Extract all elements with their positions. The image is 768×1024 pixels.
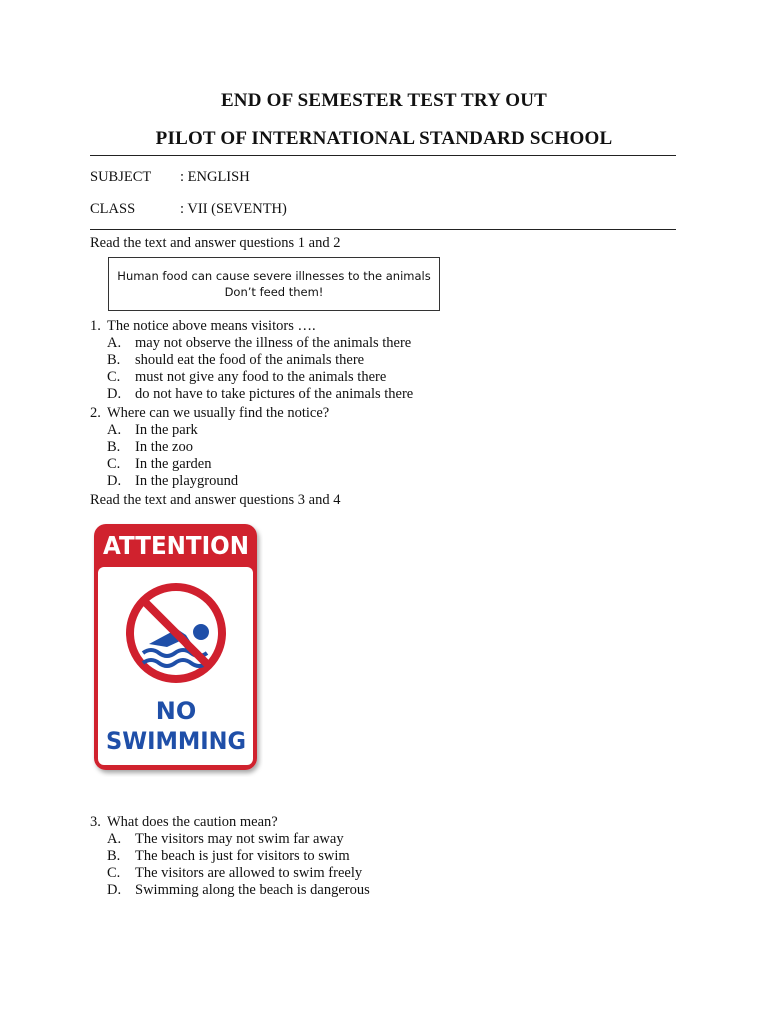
answer-option: A. The visitors may not swim far away [107,831,344,847]
question-text: What does the caution mean? [107,814,278,830]
answer-option: C. must not give any food to the animals there [107,369,387,385]
question-1 [90,318,413,403]
instruction-1-2: Read the text and answer questions 1 and 2 [90,235,341,251]
question-number: 1. [90,318,101,334]
no-swimming-sign [91,521,263,777]
answer-option: C. The visitors are allowed to swim freely [107,865,363,881]
instruction-3-4: Read the text and answer questions 3 and 4 [90,492,341,508]
class-value: : VII (SEVENTH) [180,201,287,217]
school-name: PILOT OF INTERNATIONAL STANDARD SCHOOL [155,128,613,149]
test-title: END OF SEMESTER TEST TRY OUT [220,90,548,111]
notice-line-2: Don’t feed them! [224,285,324,299]
sign-line-no: NO [155,697,197,725]
answer-option: A. may not observe the illness of the animals there [107,335,412,351]
answer-option: D. do not have to take pictures of the animals there [107,386,414,402]
question-2 [90,405,329,490]
notice-line-1: Human food can cause severe illnesses to the animals [117,269,431,283]
question-number: 3. [90,814,101,830]
question-3 [90,814,370,899]
sign-heading: ATTENTION [103,531,249,560]
subject-value: : ENGLISH [180,169,250,185]
answer-option: B. The beach is just for visitors to swim [107,848,350,864]
answer-option: B. should eat the food of the animals there [107,352,365,368]
question-number: 2. [90,405,101,421]
divider [90,229,676,230]
feeding-notice [108,257,440,311]
answer-option: D. In the playground [107,473,239,489]
answer-option: B. In the zoo [107,439,193,455]
subject-label: SUBJECT [90,169,152,185]
question-text: The notice above means visitors …. [107,318,316,334]
divider [90,155,676,156]
answer-option: D. Swimming along the beach is dangerous [107,882,370,898]
sign-line-swimming: SWIMMING [106,727,246,755]
answer-option: C. In the garden [107,456,212,472]
answer-option: A. In the park [107,422,198,438]
question-text: Where can we usually find the notice? [107,405,330,421]
class-label: CLASS [90,201,136,217]
